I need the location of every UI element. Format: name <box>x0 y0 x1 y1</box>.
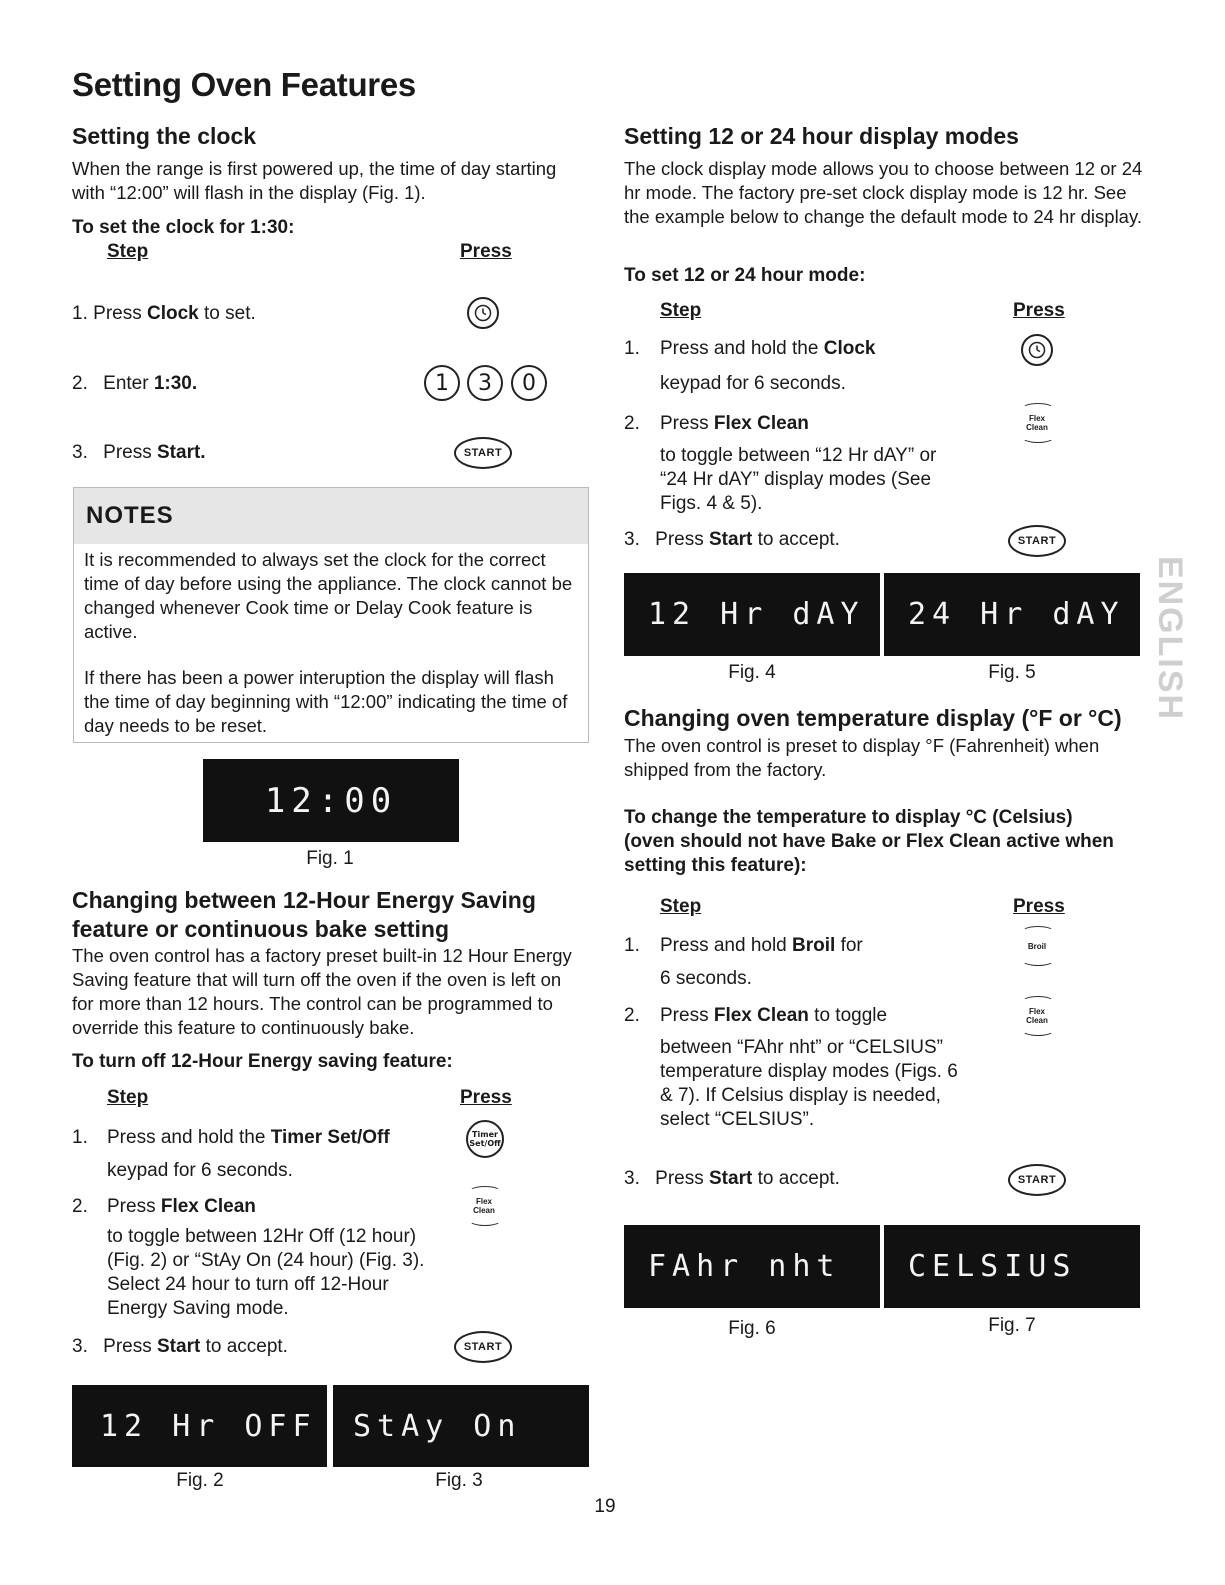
clock-icon <box>1028 341 1046 359</box>
energy-press-col: Press <box>460 1087 512 1108</box>
step-number: 2. <box>72 1196 88 1217</box>
clock-icon <box>474 304 492 322</box>
flex-label: Flex <box>1028 1007 1045 1016</box>
clean-label: Clean <box>1026 423 1048 432</box>
step-text: keypad for 6 seconds. <box>107 1160 293 1181</box>
step-text: to set. <box>198 303 256 324</box>
step-keyword: Start <box>157 1336 201 1357</box>
step-text: Press and hold the <box>660 338 824 359</box>
step-keyword: Timer Set/Off <box>270 1127 390 1148</box>
timer-set-off-button[interactable] <box>466 1120 504 1158</box>
mode-heading: Setting 12 or 24 hour display modes <box>624 123 1019 149</box>
temp-step-col: Step <box>660 896 702 917</box>
step-keyword: Start. <box>157 442 206 463</box>
clock-subhead: To set the clock for 1:30: <box>72 217 295 238</box>
fig3-display: StAy On <box>333 1385 589 1467</box>
energy-step-3 <box>72 1335 288 1359</box>
energy-step-1 <box>72 1126 88 1150</box>
set-off-label: Set/Off <box>469 1139 501 1148</box>
step-keyword: Clock <box>823 338 876 359</box>
energy-heading: Changing between 12-Hour Energy Saving feature or continuous bake setting <box>72 887 536 942</box>
temp-step-1 <box>624 934 640 958</box>
fig7-caption: Fig. 7 <box>988 1315 1036 1336</box>
step-text: 6 seconds. <box>660 968 752 989</box>
step-number: 2. <box>624 413 640 434</box>
fig4-caption: Fig. 4 <box>728 662 776 683</box>
mode-step-2 <box>624 412 640 436</box>
clock-step-1 <box>72 302 256 326</box>
notes-title: NOTES <box>74 488 588 544</box>
temp-subhead: To change the temperature to display °C (Celsius) (oven should not have Bake or Flex Clean active when setting this feature): <box>624 807 1114 876</box>
step-text: Press <box>655 529 709 550</box>
fig5-caption: Fig. 5 <box>988 662 1036 683</box>
step-text: Press <box>103 442 157 463</box>
clock-intro: When the range is first powered up, the time of day starting with “12:00” will flash in the display (Fig. 1). <box>72 158 557 203</box>
step-text: Press <box>93 303 147 324</box>
step-text: between “FAhr nht” or “CELSIUS” temperature display modes (Figs. 6 & 7). If Celsius display is needed, select “CELSIUS”. <box>660 1037 958 1130</box>
energy-step-2-text <box>107 1195 447 1321</box>
flex-clean-button[interactable] <box>1015 996 1059 1036</box>
step-number: 1. <box>624 338 640 359</box>
flex-clean-button[interactable] <box>462 1186 506 1226</box>
step-number: 1. <box>624 935 640 956</box>
broil-button[interactable] <box>1015 926 1059 966</box>
energy-subhead: To turn off 12-Hour Energy saving feature: <box>72 1051 453 1072</box>
fig1-display: 12:00 <box>203 759 459 842</box>
fig1-caption: Fig. 1 <box>306 848 354 869</box>
fig4-display: 12 Hr dAY <box>624 573 880 656</box>
clean-label: Clean <box>1026 1016 1048 1025</box>
step-keyword: Flex Clean <box>713 413 809 434</box>
mode-intro: The clock display mode allows you to choose between 12 or 24 hr mode. The factory pre-set clock display mode is 12 hr. See the example below to change the default mode to 24 hr display. <box>624 158 1143 227</box>
flex-label: Flex <box>475 1197 492 1206</box>
fig2-caption: Fig. 2 <box>176 1470 224 1491</box>
mode-step-3 <box>624 528 840 552</box>
step-keyword: 1:30. <box>153 373 198 394</box>
step-text: Press <box>660 413 714 434</box>
step-text: Press <box>103 1336 157 1357</box>
fig6-display: FAhr nht <box>624 1225 880 1308</box>
step-text: to toggle between “12 Hr dAY” or “24 Hr dAY” display modes (See Figs. 4 & 5). <box>660 445 937 514</box>
clock-step-3 <box>72 441 206 465</box>
digit-3-button[interactable]: 3 <box>467 365 503 401</box>
step-text: Press <box>107 1196 161 1217</box>
energy-step-1-text <box>107 1126 437 1183</box>
page-title: Setting Oven Features <box>72 66 416 103</box>
clock-step-col: Step <box>107 241 149 262</box>
energy-step-2 <box>72 1195 88 1219</box>
flex-clean-button[interactable] <box>1015 403 1059 443</box>
notes-para-1: It is recommended to always set the clock for the correct time of day before using the appliance. The clock cannot be changed whenever Cook time or Delay Cook feature is active. <box>84 549 573 642</box>
temp-intro: The oven control is preset to display °F (Fahrenheit) when shipped from the factory. <box>624 735 1100 780</box>
digit-1-button[interactable]: 1 <box>424 365 460 401</box>
step-text: Press <box>655 1168 709 1189</box>
flex-label: Flex <box>1028 414 1045 423</box>
mode-step-col: Step <box>660 300 702 321</box>
timer-label: Timer <box>472 1130 498 1139</box>
clean-label: Clean <box>473 1206 495 1215</box>
temp-step-2 <box>624 1004 640 1028</box>
energy-intro: The oven control has a factory preset built-in 12 Hour Energy Saving feature that will turn off the oven if the oven is left on for more than 12 hours. The control can be programmed to override this feature to continuously bake. <box>72 945 572 1038</box>
fig5-display: 24 Hr dAY <box>884 573 1140 656</box>
step-keyword: Clock <box>147 303 199 324</box>
clock-step-2 <box>72 372 197 396</box>
step-text: to accept. <box>200 1336 288 1357</box>
step-text: Press and hold the <box>107 1127 271 1148</box>
step-number: 2. <box>72 373 88 394</box>
page-number: 19 <box>594 1496 616 1517</box>
clock-press-col: Press <box>460 241 512 262</box>
energy-step-col: Step <box>107 1087 149 1108</box>
temp-heading: Changing oven temperature display (°F or °C) <box>624 705 1122 731</box>
step-text: for <box>835 935 863 956</box>
clock-key-button[interactable] <box>1021 334 1053 366</box>
notes-box <box>73 487 589 743</box>
start-button[interactable]: START <box>454 1331 512 1363</box>
language-side-tab <box>1150 555 1190 722</box>
step-text: to toggle between 12Hr Off (12 hour) (Fig. 2) or “StAy On (24 hour) (Fig. 3). Select 24 hour to turn off 12-Hour Energy Saving mode. <box>107 1226 425 1319</box>
step-number: 3. <box>72 1336 88 1357</box>
step-text: Press <box>660 1005 714 1026</box>
mode-subhead: To set 12 or 24 hour mode: <box>624 265 866 286</box>
temp-step-2-text <box>660 1004 970 1132</box>
step-keyword: Flex Clean <box>713 1005 809 1026</box>
clock-key-button[interactable] <box>467 297 499 329</box>
step-text: to accept. <box>752 529 840 550</box>
fig6-caption: Fig. 6 <box>728 1318 776 1339</box>
step-text: to toggle <box>808 1005 888 1026</box>
step-number: 3. <box>624 1168 640 1189</box>
temp-press-col: Press <box>1013 896 1065 917</box>
step-number: 1. <box>72 1127 88 1148</box>
step-text: to accept. <box>752 1168 840 1189</box>
broil-label: Broil <box>1027 941 1047 951</box>
step-text: Enter <box>103 373 154 394</box>
step-text: keypad for 6 seconds. <box>660 373 846 394</box>
temp-step-1-text <box>660 934 980 991</box>
mode-press-col: Press <box>1013 300 1065 321</box>
fig3-caption: Fig. 3 <box>435 1470 483 1491</box>
side-tab-label: ENGLISH <box>1151 555 1190 722</box>
step-text: Press and hold <box>660 935 793 956</box>
step-number: 3. <box>72 442 88 463</box>
start-button[interactable]: START <box>454 437 512 469</box>
step-number: 3. <box>624 529 640 550</box>
mode-step-1 <box>624 337 640 361</box>
start-button[interactable]: START <box>1008 525 1066 557</box>
step-keyword: Flex Clean <box>160 1196 256 1217</box>
digit-0-button[interactable]: 0 <box>511 365 547 401</box>
clock-heading: Setting the clock <box>72 123 257 149</box>
step-number: 1. <box>72 303 88 324</box>
notes-para-2: If there has been a power interuption the display will flash the time of day beginning with “12:00” indicating the time of day needs to be reset. <box>84 667 568 736</box>
start-button[interactable]: START <box>1008 1164 1066 1196</box>
step-number: 2. <box>624 1005 640 1026</box>
step-keyword: Broil <box>792 935 836 956</box>
temp-step-3 <box>624 1167 840 1191</box>
step-keyword: Start <box>709 1168 753 1189</box>
fig2-display: 12 Hr OFF <box>72 1385 327 1467</box>
step-keyword: Start <box>709 529 753 550</box>
mode-step-1-text <box>660 337 990 396</box>
fig7-display: CELSIUS <box>884 1225 1140 1308</box>
mode-step-2-text <box>660 412 940 516</box>
